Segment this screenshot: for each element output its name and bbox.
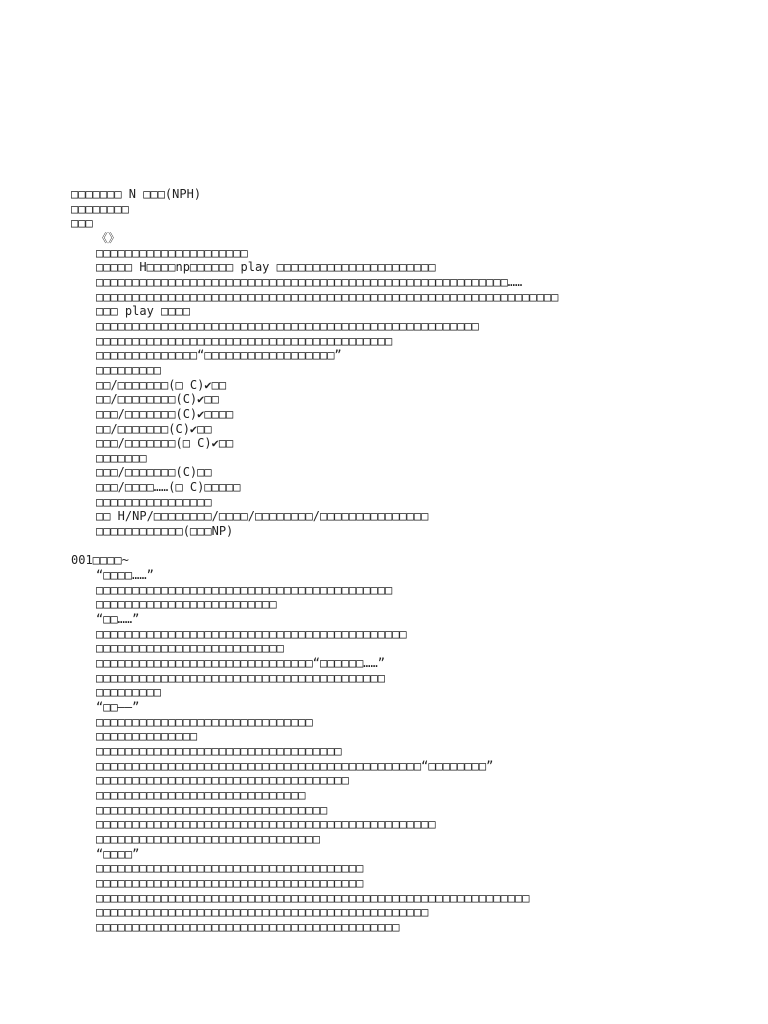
intro-line: □□□/□□□□……(□ C)□□□□□ [96, 480, 241, 495]
paragraph-line: □□□□□□□□□□□□□□□□□□□□□□□□□□□□□□□□□□□□□□□□□□□□□□□□□□□□□□□□□□□□ [96, 890, 530, 905]
paragraph-line: “□□□□” [96, 846, 140, 861]
paragraph-line: □□□□□□□□□□□□□□□□□□□□□□□□□□□□□□□□□□□□□□□□□□□□□“□□□□□□□□” [96, 758, 494, 773]
paragraph-line: “□□□□……” [96, 568, 154, 583]
paragraph-line: □□□□□□□□□□□□□□□□□□□□□□□□□□□□□□“□□□□□□……” [96, 656, 385, 670]
paragraph-line: □□□□□□□□□□□□□□□□□□□□□□□□□□□□□□□□□□ [96, 743, 342, 758]
paragraph-line: □□□□□□□□□□□□□□□□□□□□□□□□□□□□□□□□□□□□□□□□□ [96, 582, 393, 597]
paragraph-line: □□□□□□□□□□□□□□□□□□□□□□□□□□□□□□□□ [96, 802, 328, 817]
paragraph-line: □□□□□□□□□□□□□□□□□□□□□□□□□□□□□□□□□□□□□ [96, 861, 364, 876]
paragraph-line: □□□□□□□□□□□□□□□□□□□□□□□□□□□□□□□□□□□□□□□□ [96, 670, 385, 685]
paragraph-line: □□□□□□□□□□□□□□□□□□□□□□□□□□□□□□ [96, 714, 313, 729]
paragraph-line: □□□□□□□□□□□□□□□□□□□□□□□□□□□□□□□ [96, 831, 320, 846]
intro-line: □□ H/NP/□□□□□□□□/□□□□/□□□□□□□□/□□□□□□□□□□□□□□□ [96, 509, 429, 524]
paragraph-line: □□□□□□□□□□□□□□□□□□□□□□□□□□□□□□□□□□□□□□□□□□ [96, 919, 400, 934]
paragraph-line: □□□□□□□□□□□□□□□□□□□□□□□□□□ [96, 641, 284, 656]
intro-line: □□□□□□□□□□□□□□□□□□□□□□□□□□□□□□□□□□□□□□□□□ [96, 333, 393, 348]
author-line: □□□□□□□□ [71, 201, 129, 216]
intro-line: □□/□□□□□□□(C)✔□□ [96, 421, 212, 436]
intro-line: □□/□□□□□□□(□ C)✔□□ [96, 377, 227, 392]
intro-line: □□□□□ H□□□□np□□□□□□ play □□□□□□□□□□□□□□□□□□□□□□ [96, 260, 436, 275]
chapter-section [71, 568, 751, 934]
document-body [71, 187, 751, 934]
intro-line: □□□□□□□ [96, 450, 147, 465]
paragraph-line: “□□……” [96, 612, 140, 627]
intro-line: □□□/□□□□□□□(□ C)✔□□ [96, 436, 234, 451]
intro-line: □□□□□□□□□□□□□□“□□□□□□□□□□□□□□□□□□” [96, 348, 342, 363]
paragraph-line: □□□□□□□□□□□□□□□□□□□□□□□□□□□□□□□□□□□□□□□□□□□□□□ [96, 905, 429, 920]
paragraph-line: □□□□□□□□□□□□□□□□□□□□□□□□□□□□□□□□□□□ [96, 773, 349, 788]
intro-line: □□□ play □□□□ [96, 304, 190, 319]
intro-line: □□□□□□□□□□□□□□□□□□□□□ [96, 245, 248, 260]
paragraph-line: □□□□□□□□□□□□□□□□□□□□□□□□□□□□□□□□□□□□□□□□□□□ [96, 626, 407, 641]
paragraph-line: “□□——” [96, 699, 140, 714]
intro-line: 《》 [96, 230, 121, 245]
intro-line: □□□□□□□□□□□□□□□□□□□□□□□□□□□□□□□□□□□□□□□□□□□□□□□□□□□□□□□□□…… [96, 274, 523, 289]
paragraph-line: □□□□□□□□□ [96, 685, 162, 700]
section-gap [71, 539, 751, 554]
intro-section [71, 231, 751, 539]
intro-heading: □□□ [71, 216, 93, 231]
chapter-title: 001□□□□~ [71, 553, 129, 568]
paragraph-line: □□□□□□□□□□□□□□□□□□□□□□□□□□□□□□□□□□□□□ [96, 875, 364, 890]
intro-line: □□/□□□□□□□□(C)✔□□ [96, 392, 219, 407]
intro-line: □□□□□□□□□□□□(□□□NP) [96, 524, 234, 539]
intro-line: □□□□□□□□□□□□□□□□ [96, 494, 212, 509]
intro-line: □□□□□□□□□□□□□□□□□□□□□□□□□□□□□□□□□□□□□□□□□□□□□□□□□□□□□ [96, 318, 479, 333]
intro-line: □□□□□□□□□ [96, 362, 162, 377]
intro-line: □□□/□□□□□□□(C)✔□□□□ [96, 406, 234, 421]
paragraph-line: □□□□□□□□□□□□□□□□□□□□□□□□□□□□□□□□□□□□□□□□□□□□□□□ [96, 817, 436, 832]
paragraph-line: □□□□□□□□□□□□□□□□□□□□□□□□□□□□□ [96, 787, 306, 802]
paragraph-line: □□□□□□□□□□□□□□ [96, 729, 198, 744]
novel-title: □□□□□□□ N □□□(NPH) [71, 187, 202, 201]
paragraph-line: □□□□□□□□□□□□□□□□□□□□□□□□□ [96, 597, 277, 612]
intro-line: □□□□□□□□□□□□□□□□□□□□□□□□□□□□□□□□□□□□□□□□□□□□□□□□□□□□□□□□□□□□□□□□ [96, 289, 559, 304]
intro-line: □□□/□□□□□□□(C)□□ [96, 465, 212, 480]
